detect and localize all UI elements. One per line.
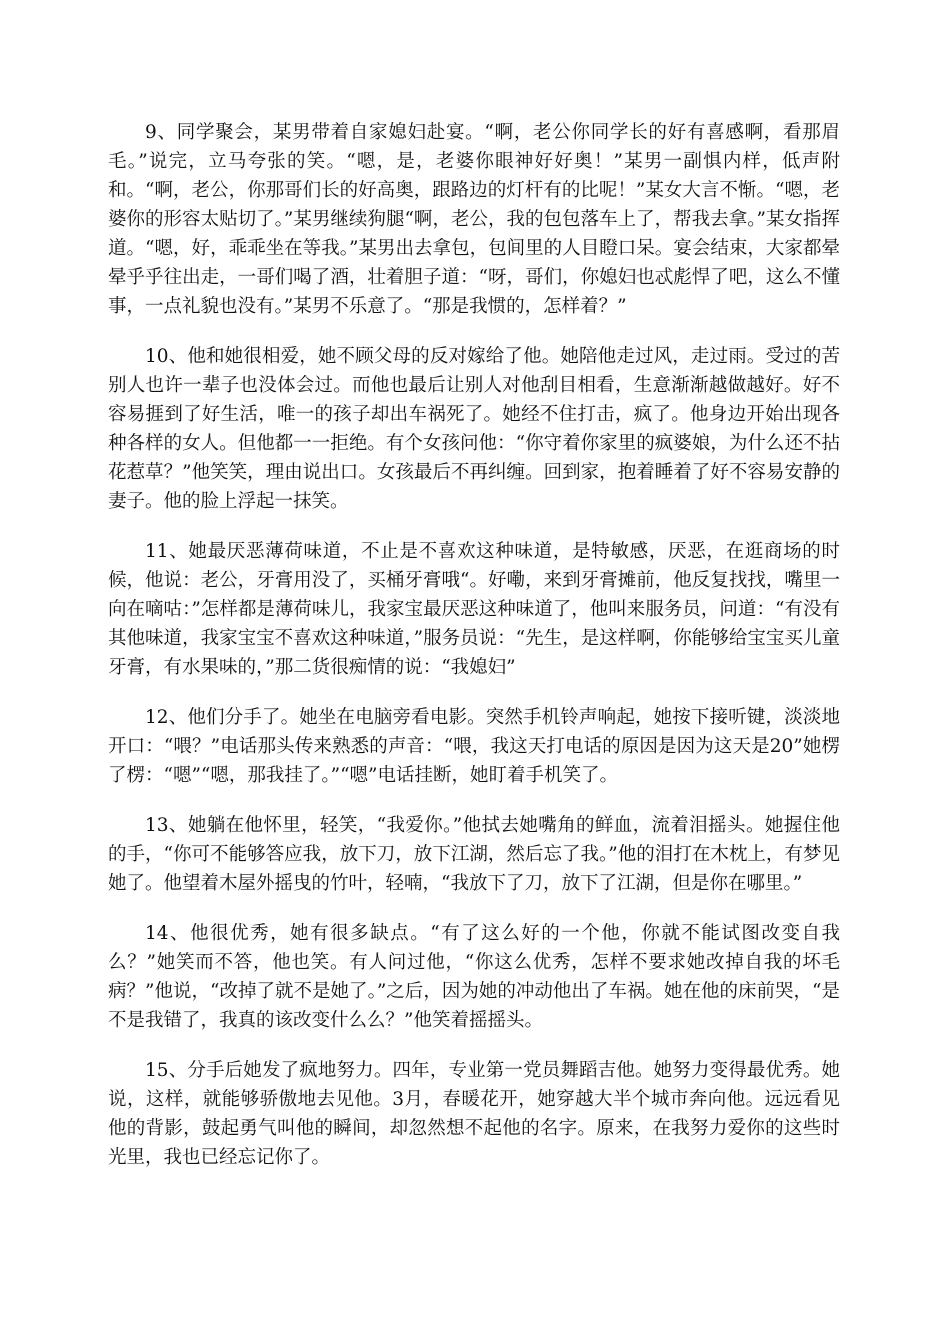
paragraph-14: 14、他很优秀，她有很多缺点。“有了这么好的一个他，你就不能试图改变自我么？”她笑而不答，他也笑。有人问过他，“你这么优秀，怎样不要求她改掉自我的坏毛病？”他说，“改掉了就不是她了。”之后，因为她的冲动他出了车祸。她在他的床前哭，“是不是我错了，我真的该改变什么么？”他笑着摇摇头。 [108,923,840,1031]
paragraph-11: 11、她最厌恶薄荷味道，不止是不喜欢这种味道，是特敏感，厌恶，在逛商场的时候，他说：老公，牙膏用没了，买桶牙膏哦“。好嘞，来到牙膏摊前，他反复找找，嘴里一向在嘀咕：”怎样都是薄荷味儿，我家宝最厌恶这种味道了，他叫来服务员，问道：“有没有其他味道，我家宝宝不喜欢这种味道，”服务员说：“先生，是这样啊，你能够给宝宝买儿童牙膏，有水果味的，”那二货很痴情的说：“我媳妇” [108,541,840,678]
paragraph-12: 12、他们分手了。她坐在电脑旁看电影。突然手机铃声响起，她按下接听键，淡淡地开口：“喂？”电话那头传来熟悉的声音：“喂，我这天打电话的原因是因为这天是20”她楞了楞：“嗯”“嗯，那我挂了。”“嗯”电话挂断，她盯着手机笑了。 [108,707,840,786]
document-body [108,118,840,1193]
paragraph-10: 10、他和她很相爱，她不顾父母的反对嫁给了他。她陪他走过风，走过雨。受过的苦别人也许一辈子也没体会过。而他也最后让别人对他刮目相看，生意渐渐越做越好。好不容易捱到了好生活，唯一的孩子却出车祸死了。她经不住打击，疯了。他身边开始出现各种各样的女人。但他都一一拒绝。有个女孩问他：“你守着你家里的疯婆娘，为什么还不拈花惹草？”他笑笑，理由说出口。女孩最后不再纠缠。回到家，抱着睡着了好不容易安静的妻子。他的脸上浮起一抹笑。 [108,346,840,512]
paragraph-15: 15、分手后她发了疯地努力。四年，专业第一党员舞蹈吉他。她努力变得最优秀。她说，这样，就能够骄傲地去见他。3月，春暖花开，她穿越大半个城市奔向他。远远看见他的背影，鼓起勇气叫他的瞬间，却忽然想不起他的名字。原来，在我努力爱你的这些时光里，我也已经忘记你了。 [108,1060,840,1168]
paragraph-9: 9、同学聚会，某男带着自家媳妇赴宴。“啊，老公你同学长的好有喜感啊，看那眉毛。”说完，立马夸张的笑。“嗯，是，老婆你眼神好好奥！”某男一副惧内样，低声附和。“啊，老公，你那哥们长的好高奥，跟路边的灯杆有的比呢！”某女大言不惭。“嗯，老婆你的形容太贴切了。”某男继续狗腿“啊，老公，我的包包落车上了，帮我去拿。”某女指挥道。“嗯，好，乖乖坐在等我。”某男出去拿包，包间里的人目瞪口呆。宴会结束，大家都晕晕乎乎往出走，一哥们喝了酒，壮着胆子道：“呀，哥们，你媳妇也忒彪悍了吧，这么不懂事，一点礼貌也没有。”某男不乐意了。“那是我惯的，怎样着？” [108,122,840,317]
paragraph-13: 13、她躺在他怀里，轻笑，“我爱你。”他拭去她嘴角的鲜血，流着泪摇头。她握住他的手，“你可不能够答应我，放下刀，放下江湖，然后忘了我。”他的泪打在木枕上，有梦见她了。他望着木屋外摇曳的竹叶，轻喃，“我放下了刀，放下了江湖，但是你在哪里。” [108,815,840,894]
